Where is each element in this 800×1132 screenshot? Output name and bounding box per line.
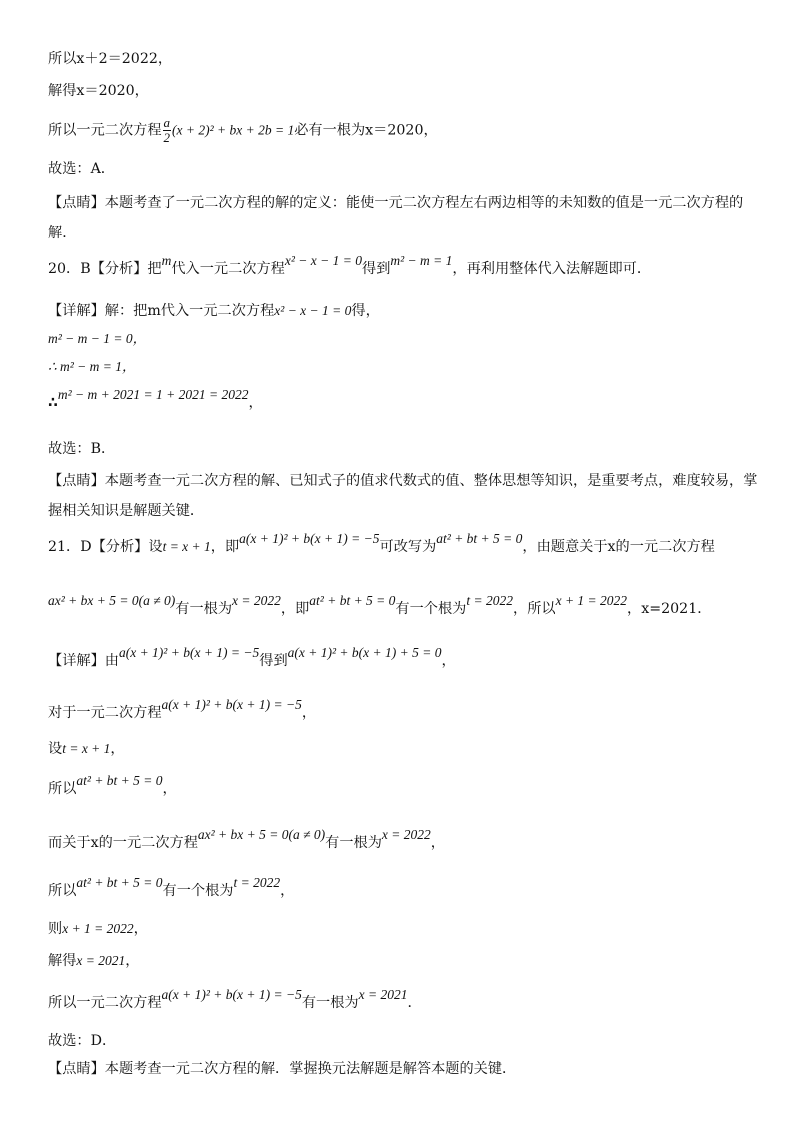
paragraph-note: 【点睛】本题考查一元二次方程的解．掌握换元法解题是解答本题的关键． [48, 1061, 517, 1077]
text-line: 故选：D． [48, 1033, 117, 1049]
text-line: 故选：A． [48, 161, 115, 177]
text-line: 解得x = 2021， [48, 953, 140, 969]
paragraph-note: 【点睛】本题考查了一元二次方程的解的定义：能使一元二次方程左右两边相等的未知数的值是一元二次方程的解． [48, 195, 744, 241]
text-line: m² − m − 1 = 0， [48, 331, 147, 346]
text-line: 而关于x的一元二次方程ax² + bx + 5 = 0(a ≠ 0)有一根为x = 2022， [48, 827, 445, 851]
text-line: 所以一元二次方程 $\frac{a}{2}$ (x + 2)² + bx + 2b = 1必有一根为x＝2020， [48, 115, 438, 145]
text-line: 故选：B． [48, 441, 116, 457]
text-line: ∴m² − m + 2021 = 1 + 2021 = 2022， [48, 387, 263, 411]
text-line: 21．D【分析】设t = x + 1，即a(x + 1)² + b(x + 1) = −5可改写为at² + bt + 5 = 0，由题意关于x的一元二次方程 [48, 531, 715, 555]
text-line: 则x + 1 = 2022， [48, 921, 148, 937]
equation: (x + 2)² + bx + 2b = 1 [172, 122, 295, 138]
text-line: 对于一元二次方程a(x + 1)² + b(x + 1) = −5， [48, 697, 317, 721]
text-line: 所以at² + bt + 5 = 0， [48, 773, 177, 797]
text-line: 【详解】由a(x + 1)² + b(x + 1) = −5得到a(x + 1)² + b(x + 1) + 5 = 0， [48, 645, 456, 669]
text-line: 所以at² + bt + 5 = 0有一个根为t = 2022， [48, 875, 295, 899]
paragraph-note: 【点睛】本题考查一元二次方程的解、已知式子的值求代数式的值、整体思想等知识，是重要考点，难度较易，掌握相关知识是解题关键． [48, 473, 758, 519]
text-line: ∴ m² − m = 1， [48, 359, 136, 374]
text-line: ax² + bx + 5 = 0(a ≠ 0)有一根为x = 2022，即at² + bt + 5 = 0有一个根为t = 2022，所以x + 1 = 2022，x=2021． [48, 593, 712, 617]
text-line: 解得x＝2020， [48, 83, 149, 99]
text-line: 所以x＋2＝2022， [48, 51, 173, 67]
text-line: 20．B【分析】把m代入一元二次方程x² − x − 1 = 0得到m² − m = 1，再利用整体代入法解题即可． [48, 253, 652, 277]
text-line: 【详解】解：把m代入一元二次方程x² − x − 1 = 0得， [48, 303, 380, 319]
fraction: $\frac{a}{2}$ [163, 115, 171, 145]
text-line: 设t = x + 1， [48, 741, 125, 757]
text-line: 所以一元二次方程a(x + 1)² + b(x + 1) = −5有一根为x = 2021． [48, 987, 422, 1011]
